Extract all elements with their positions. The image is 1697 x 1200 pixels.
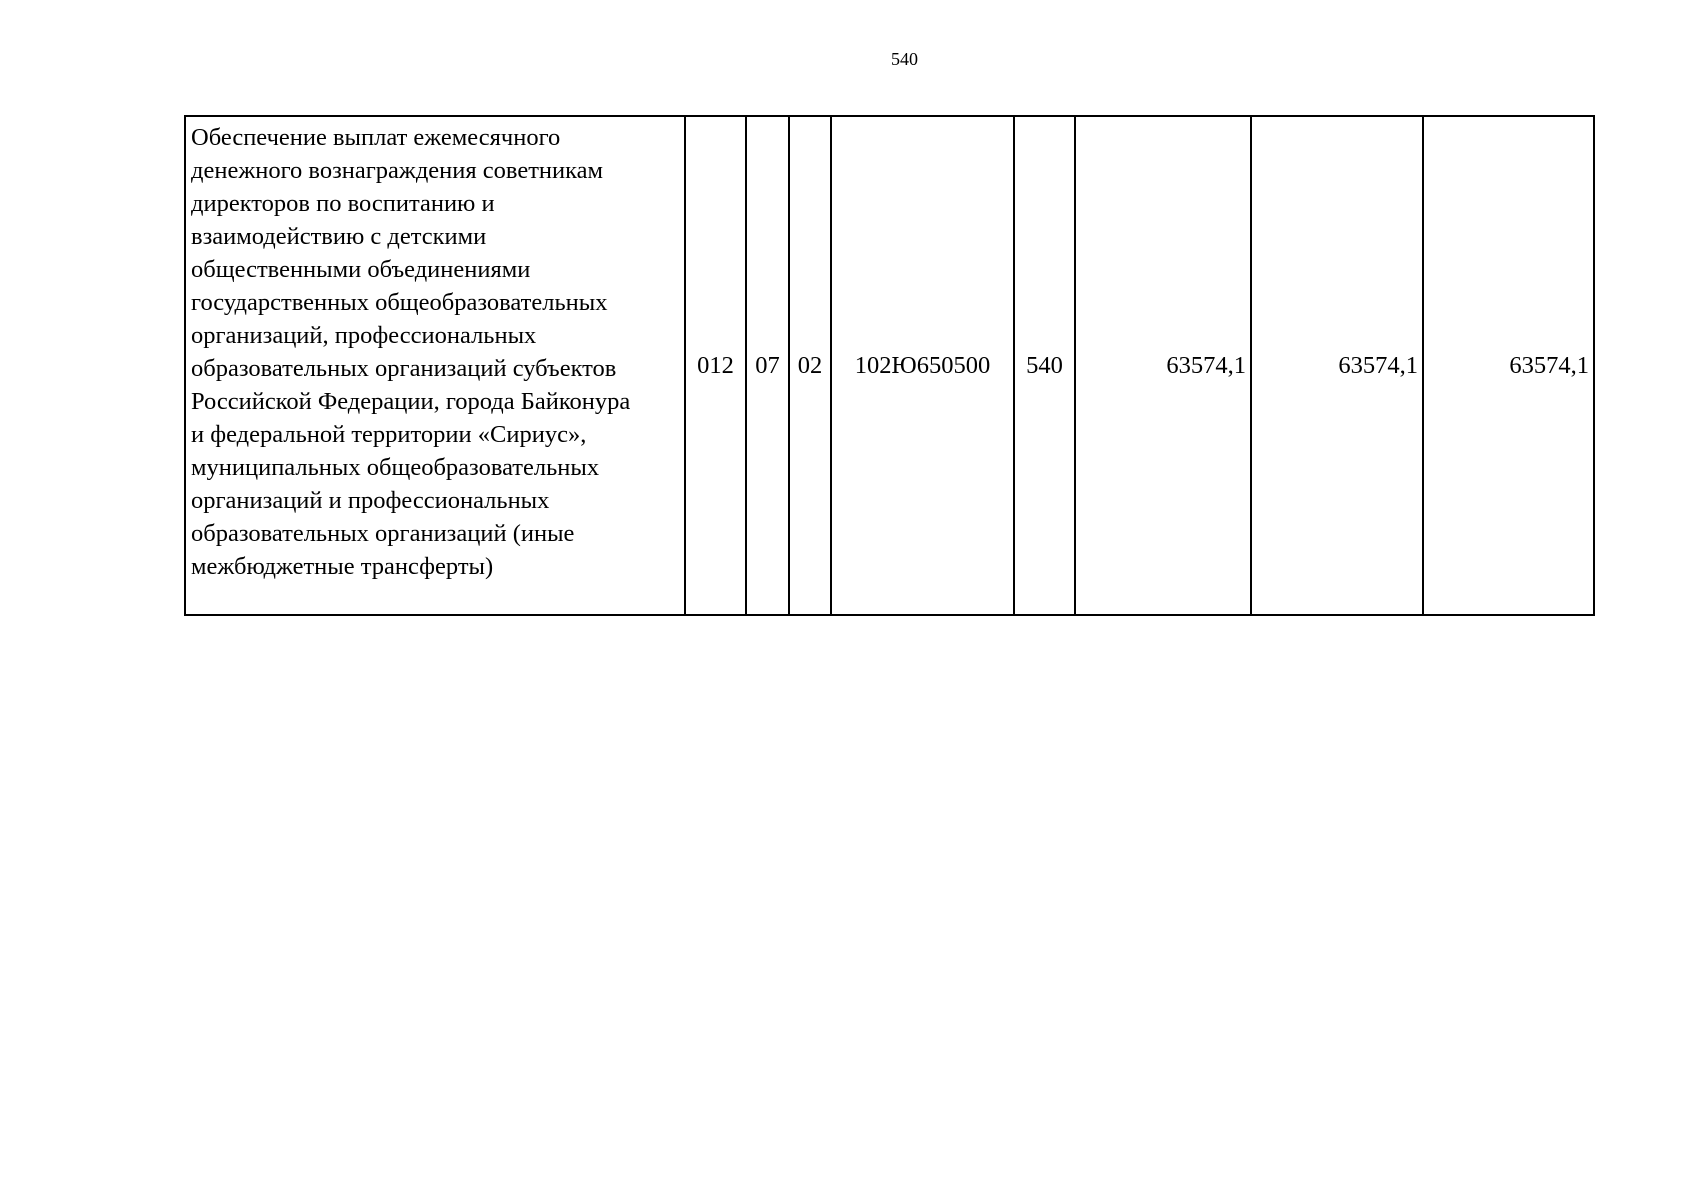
description-line: Российской Федерации, города Байконура bbox=[191, 388, 631, 415]
expense-type-cell: 540 bbox=[1014, 116, 1075, 615]
description-line: и федеральной территории «Сириус», bbox=[191, 421, 587, 448]
subsection-code-cell: 02 bbox=[789, 116, 831, 615]
budget-table bbox=[184, 115, 1595, 616]
description-line: организаций, профессиональных bbox=[191, 322, 537, 349]
description-line: образовательных организаций субъектов bbox=[191, 355, 617, 382]
section-code-cell: 07 bbox=[746, 116, 789, 615]
description-line: образовательных организаций (иные bbox=[191, 520, 575, 547]
description-line: организаций и профессиональных bbox=[191, 487, 550, 514]
description-line: взаимодействию с детскими bbox=[191, 223, 487, 250]
description-line: денежного вознаграждения советникам bbox=[191, 157, 604, 184]
target-article-cell: 102Ю650500 bbox=[831, 116, 1014, 615]
table-row bbox=[185, 116, 1594, 615]
amount-cell-1: 63574,1 bbox=[1075, 116, 1251, 615]
amount-cell-3: 63574,1 bbox=[1423, 116, 1594, 615]
description-line: директоров по воспитанию и bbox=[191, 190, 495, 217]
description-line: межбюджетные трансферты) bbox=[191, 553, 494, 580]
page-number: 540 bbox=[891, 49, 918, 69]
ministry-code-cell: 012 bbox=[685, 116, 746, 615]
description-line: общественными объединениями bbox=[191, 256, 531, 283]
description-line: государственных общеобразовательных bbox=[191, 289, 608, 316]
description-line: муниципальных общеобразовательных bbox=[191, 454, 600, 481]
expense-description-cell bbox=[185, 116, 685, 615]
amount-cell-2: 63574,1 bbox=[1251, 116, 1423, 615]
description-line: Обеспечение выплат ежемесячного bbox=[191, 124, 561, 151]
